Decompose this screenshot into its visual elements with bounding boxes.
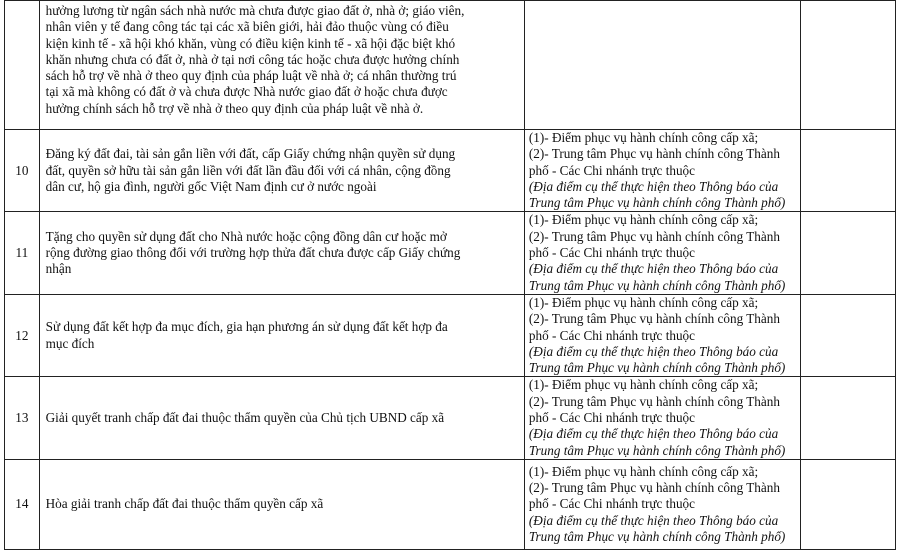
text-line: Tặng cho quyền sử dụng đất cho Nhà nước hoặc cộng đồng dân cư hoặc mở bbox=[45, 228, 447, 244]
text-line: Sử dụng đất kết hợp đa mục đích, gia hạn phương án sử dụng đất kết hợp đa bbox=[45, 319, 448, 335]
location-line: (2)- Trung tâm Phục vụ hành chính công Thành bbox=[528, 479, 780, 495]
text-line: đất, quyền sở hữu tài sản gắn liền với đất lần đầu đối với cá nhân, cộng đồng bbox=[45, 162, 451, 178]
location-cell bbox=[524, 377, 800, 459]
location-line: (1)- Điểm phục vụ hành chính công cấp xã; bbox=[528, 377, 759, 393]
location-cell bbox=[524, 294, 800, 376]
text-line: mục đích bbox=[45, 335, 95, 351]
table-row bbox=[5, 377, 896, 459]
location-note: Trung tâm Phục vụ hành chính công Thành phố) bbox=[528, 442, 786, 458]
location-line: (2)- Trung tâm Phục vụ hành chính công Thành bbox=[528, 228, 780, 244]
procedure-name-cell bbox=[39, 1, 524, 130]
table-row bbox=[5, 212, 896, 294]
location-cell bbox=[524, 130, 800, 212]
extra-cell bbox=[801, 294, 896, 376]
location-line: (2)- Trung tâm Phục vụ hành chính công Thành bbox=[528, 393, 780, 409]
location-note: Trung tâm Phục vụ hành chính công Thành phố) bbox=[528, 195, 786, 211]
location-line: (2)- Trung tâm Phục vụ hành chính công Thành bbox=[528, 311, 780, 327]
location-line: (1)- Điểm phục vụ hành chính công cấp xã; bbox=[528, 212, 759, 228]
table-row-continuation bbox=[5, 1, 896, 130]
location-note: (Địa điểm cụ thể thực hiện theo Thông báo của bbox=[528, 426, 779, 442]
text-line: dân cư, hộ gia đình, người gốc Việt Nam định cư ở nước ngoài bbox=[45, 178, 377, 194]
stt-cell: 10 bbox=[5, 130, 40, 212]
text-line: khăn nhưng chưa có đất ở, nhà ở tại nơi công tác hoặc chưa được hưởng chính bbox=[45, 51, 460, 67]
extra-cell bbox=[801, 130, 896, 212]
text-line: nhận bbox=[45, 261, 72, 277]
stt-cell: 13 bbox=[5, 377, 40, 459]
location-line: phố - Các Chi nhánh trực thuộc bbox=[528, 327, 695, 343]
location-cell bbox=[524, 212, 800, 294]
location-line: (2)- Trung tâm Phục vụ hành chính công Thành bbox=[528, 146, 780, 162]
location-note: (Địa điểm cụ thể thực hiện theo Thông báo của bbox=[528, 512, 779, 528]
procedure-name-cell bbox=[39, 459, 524, 549]
location-note: (Địa điểm cụ thể thực hiện theo Thông báo của bbox=[528, 343, 779, 359]
text-line: Giải quyết tranh chấp đất đai thuộc thẩm quyền của Chủ tịch UBND cấp xã bbox=[45, 410, 445, 426]
text-line: Đăng ký đất đai, tài sản gắn liền với đất, cấp Giấy chứng nhận quyền sử dụng bbox=[45, 146, 456, 162]
extra-cell bbox=[801, 1, 896, 130]
location-line: phố - Các Chi nhánh trực thuộc bbox=[528, 162, 695, 178]
stt-cell: 14 bbox=[5, 459, 40, 549]
procedure-name-cell bbox=[39, 377, 524, 459]
text-line: nhân viên y tế đang công tác tại các xã biên giới, hải đảo thuộc vùng có điều bbox=[45, 19, 449, 35]
location-note: (Địa điểm cụ thể thực hiện theo Thông báo của bbox=[528, 178, 779, 194]
location-cell bbox=[524, 1, 800, 130]
text-line: kiện kinh tế - xã hội khó khăn, vùng có điều kiện kinh tế - xã hội đặc biệt khó bbox=[45, 35, 456, 51]
location-note: (Địa điểm cụ thể thực hiện theo Thông báo của bbox=[528, 261, 779, 277]
location-line: phố - Các Chi nhánh trực thuộc bbox=[528, 245, 695, 261]
location-line: (1)- Điểm phục vụ hành chính công cấp xã; bbox=[528, 294, 759, 310]
procedure-name-cell bbox=[39, 212, 524, 294]
stt-cell: 12 bbox=[5, 294, 40, 376]
location-line: (1)- Điểm phục vụ hành chính công cấp xã; bbox=[528, 130, 759, 145]
location-note: Trung tâm Phục vụ hành chính công Thành phố) bbox=[528, 277, 786, 293]
procedure-name-cell bbox=[39, 294, 524, 376]
extra-cell bbox=[801, 377, 896, 459]
location-line: (1)- Điểm phục vụ hành chính công cấp xã; bbox=[528, 463, 759, 479]
location-note: Trung tâm Phục vụ hành chính công Thành phố) bbox=[528, 528, 786, 544]
procedures-table bbox=[4, 0, 896, 550]
location-cell bbox=[524, 459, 800, 549]
table-row bbox=[5, 130, 896, 212]
text-line: sách hỗ trợ về nhà ở theo quy định của pháp luật về nhà ở; cá nhân thường trú bbox=[45, 68, 457, 84]
location-line: phố - Các Chi nhánh trực thuộc bbox=[528, 496, 695, 512]
table-row bbox=[5, 294, 896, 376]
text-line: Hòa giải tranh chấp đất đai thuộc thẩm quyền cấp xã bbox=[45, 496, 324, 512]
stt-cell bbox=[5, 1, 40, 130]
extra-cell bbox=[801, 212, 896, 294]
location-line: phố - Các Chi nhánh trực thuộc bbox=[528, 410, 695, 426]
table-row bbox=[5, 459, 896, 549]
location-note: Trung tâm Phục vụ hành chính công Thành phố) bbox=[528, 360, 786, 376]
extra-cell bbox=[801, 459, 896, 549]
text-line: rộng đường giao thông đối với trường hợp thửa đất chưa được cấp Giấy chứng bbox=[45, 245, 461, 261]
procedure-name-cell bbox=[39, 130, 524, 212]
text-line: tại xã mà không có đất ở và chưa được Nhà nước giao đất ở hoặc chưa được bbox=[45, 84, 448, 100]
stt-cell: 11 bbox=[5, 212, 40, 294]
text-line: hưởng lương từ ngân sách nhà nước mà chưa được giao đất ở, nhà ở; giáo viên, bbox=[45, 3, 465, 18]
text-line: hưởng chính sách hỗ trợ về nhà ở theo quy định của pháp luật về nhà ở. bbox=[45, 100, 424, 116]
